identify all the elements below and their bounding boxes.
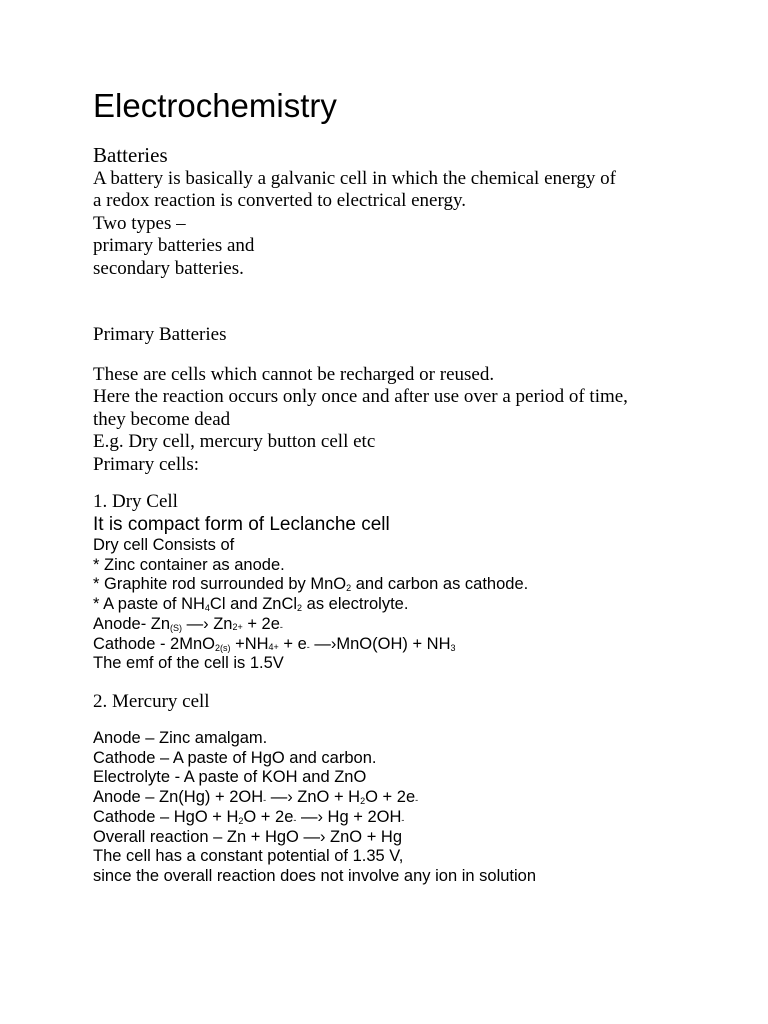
mercury-anode-reaction: Anode – Zn(Hg) + 2OH- —› ZnO + $H_2O + 2e^-$: [93, 788, 419, 807]
mercury-cell-details: [93, 729, 713, 887]
mercury-cathode-reaction: Cathode – HgO + $H_2O + 2e^-$ —› Hg + 2OH-: [93, 807, 405, 826]
paragraph-line: a redox reaction is converted to electrical energy.: [93, 190, 466, 212]
section-heading-dry-cell: 1. Dry Cell: [93, 491, 178, 512]
section-heading-mercury-cell: 2. Mercury cell: [93, 691, 210, 712]
mercury-anode: Anode – Zinc amalgam.: [93, 729, 268, 747]
mercury-cathode: Cathode – A paste of HgO and carbon.: [93, 748, 377, 767]
dry-cell-emf: The emf of the cell is 1.5V: [93, 654, 284, 673]
paragraph-line: primary batteries and: [93, 235, 255, 257]
paragraph-line: A battery is basically a galvanic cell in which the chemical energy of: [93, 168, 617, 189]
section-heading-batteries: Batteries: [93, 143, 168, 167]
dry-cell-zinc: * Zinc container as anode.: [93, 555, 285, 574]
mercury-reason: since the overall reaction does not involve any ion in solution: [93, 866, 537, 885]
dry-cell-details: [93, 536, 713, 674]
dry-cell-anode-reaction: Anode- $Zn_{(S)}$ —› $Zn^{2+} + 2e^-$: [93, 614, 283, 633]
paragraph-line: they become dead: [93, 408, 231, 430]
paragraph-line: These are cells which cannot be recharged or reused.: [93, 364, 495, 385]
paragraph-line: E.g. Dry cell, mercury button cell etc: [93, 431, 376, 453]
mercury-electrolyte: Electrolyte - A paste of KOH and ZnO: [93, 768, 367, 787]
primary-paragraph: [93, 364, 693, 476]
dry-cell-cathode-reaction: Cathode - $2MnO_{2(s)} +NH^{4+} + e^-$ —›MnO(OH) + $NH_3$: [93, 634, 456, 653]
mercury-overall-reaction: Overall reaction – Zn + HgO —› ZnO + Hg: [93, 827, 403, 846]
page-title: Electrochemistry: [93, 87, 337, 124]
section-heading-primary-batteries: Primary Batteries: [93, 324, 227, 345]
paragraph-line: secondary batteries.: [93, 257, 244, 279]
dry-cell-intro: It is compact form of Leclanche cell: [93, 514, 390, 535]
paragraph-line: Two types –: [93, 212, 186, 234]
paragraph-line: Primary cells:: [93, 453, 200, 475]
dry-cell-paste: * A paste of $NH_4Cl$ and ZnCl$_2$ as electrolyte.: [93, 595, 409, 614]
dry-cell-graphite: * Graphite rod surrounded by MnO$_2$ and carbon as cathode.: [93, 575, 529, 594]
mercury-potential: The cell has a constant potential of 1.35 V,: [93, 847, 404, 866]
dry-cell-consists: Dry cell Consists of: [93, 536, 235, 554]
paragraph-line: Here the reaction occurs only once and after use over a period of time,: [93, 386, 628, 408]
batteries-paragraph: [93, 168, 693, 280]
